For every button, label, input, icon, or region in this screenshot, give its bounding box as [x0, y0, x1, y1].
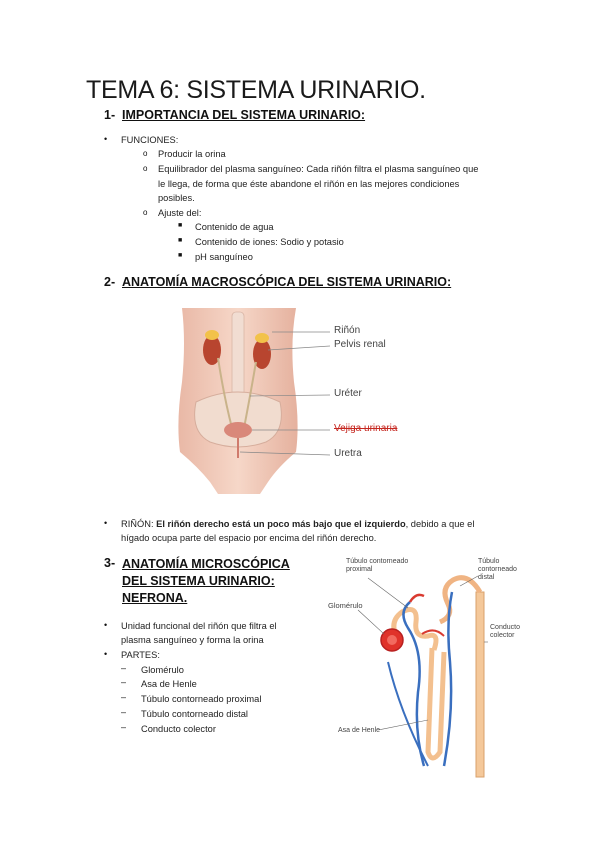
bullet-dot-icon: • [104, 134, 108, 144]
subitem: pH sanguíneo [195, 252, 253, 262]
section-2-heading [104, 275, 451, 289]
dash-bullet-icon: – [121, 722, 127, 732]
partes-label: PARTES: [121, 650, 160, 660]
label-line: Túbulo [478, 558, 500, 565]
section-3-number: 3- [104, 556, 116, 570]
section-2-title: ANATOMÍA MACROSCÓPICA DEL SISTEMA URINARIO: [122, 275, 452, 289]
urinary-system-figure [168, 302, 418, 494]
section-3-title-line: ANATOMÍA MICROSCÓPICA [122, 557, 290, 571]
section-3-heading [122, 556, 290, 607]
label-rinon: Riñón [334, 325, 361, 336]
label-ureter: Uréter [334, 388, 362, 399]
parte-item: Túbulo contorneado proximal [141, 694, 262, 704]
square-bullet-icon: ■ [178, 252, 183, 259]
section-1-title: IMPORTANCIA DEL SISTEMA URINARIO: [122, 108, 366, 122]
section-3-title-line: NEFRONA. [122, 591, 188, 605]
funcion-item-cont: posibles. [158, 193, 195, 203]
label-line: proximal [346, 566, 373, 573]
label-line: Túbulo contorneado [346, 558, 409, 565]
rinon-note [121, 517, 474, 532]
label-tubulo-distal [478, 558, 517, 582]
dash-bullet-icon: – [121, 692, 127, 702]
section-1-number: 1- [104, 108, 116, 122]
dash-bullet-icon: – [121, 707, 127, 717]
funcion-item: Ajuste del: [158, 208, 202, 218]
bullet-dot-icon: • [104, 518, 108, 528]
parte-item: Asa de Henle [141, 679, 197, 689]
funcion-item-cont: le llega, de forma que éste abandone el riñón en las mejores condiciones [158, 179, 460, 189]
label-line: Conducto [490, 624, 520, 631]
label-tubulo-proximal [346, 558, 408, 574]
rinon-note-bold: El riñón derecho está un poco más bajo que el izquierdo [156, 519, 406, 529]
nefrona-desc: Unidad funcional del riñón que filtra el [121, 621, 277, 631]
nephron-figure [328, 552, 518, 782]
square-bullet-icon: ■ [178, 237, 183, 244]
label-conducto-colector [490, 624, 520, 640]
section-1-heading [104, 108, 365, 122]
funcion-item: Equilibrador del plasma sanguíneo: Cada riñón filtra el plasma sanguíneo que [158, 164, 479, 174]
rinon-note-line2: hígado ocupa parte del espacio por encima del riñón derecho. [121, 533, 377, 543]
circle-bullet-icon: o [143, 149, 148, 158]
rinon-note-prefix: RIÑÓN: [121, 519, 157, 529]
square-bullet-icon: ■ [178, 222, 183, 229]
circle-bullet-icon: o [143, 164, 148, 173]
parte-item: Conducto colector [141, 724, 216, 734]
parte-item: Túbulo contorneado distal [141, 709, 248, 719]
dash-bullet-icon: – [121, 663, 127, 673]
nefrona-desc: plasma sanguíneo y forma la orina [121, 635, 264, 645]
label-line: colector [490, 632, 515, 639]
dash-bullet-icon: – [121, 677, 127, 687]
label-glomerulo: Glomérulo [328, 601, 363, 610]
funcion-item: Producir la orina [158, 149, 226, 159]
label-uretra: Uretra [334, 448, 362, 459]
section-3-title-line: DEL SISTEMA URINARIO: [122, 574, 275, 588]
parte-item: Glomérulo [141, 665, 184, 675]
rinon-note-rest: , debido a que el [405, 519, 475, 529]
label-line: distal [478, 574, 495, 581]
page-title: TEMA 6: SISTEMA URINARIO. [86, 76, 426, 104]
subitem: Contenido de iones: Sodio y potasio [195, 237, 344, 247]
circle-bullet-icon: o [143, 208, 148, 217]
bullet-dot-icon: • [104, 620, 108, 630]
bullet-dot-icon: • [104, 649, 108, 659]
label-pelvis-renal: Pelvis renal [334, 339, 386, 350]
funciones-label: FUNCIONES: [121, 135, 179, 145]
label-vejiga-urinaria: Vejiga urinaria [334, 423, 398, 434]
label-line: contorneado [478, 566, 517, 573]
label-asa-de-henle: Asa de Henle [338, 727, 381, 734]
subitem: Contenido de agua [195, 222, 274, 232]
section-2-number: 2- [104, 275, 116, 289]
